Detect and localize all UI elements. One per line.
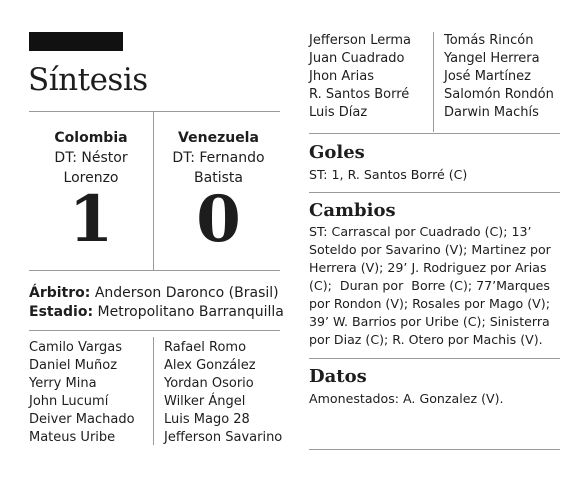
cambios-line: (C); Duran por Borre (C); 77’Marques [309, 278, 550, 293]
cambios-heading: Cambios [309, 200, 396, 221]
divider-under-match-info [29, 330, 280, 331]
team-colombia [29, 128, 153, 188]
cambios-line: por Diaz (C); R. Otero por Machis (V). [309, 332, 543, 347]
player: Mateus Uribe [29, 430, 116, 445]
player: Jefferson Savarino [164, 430, 283, 445]
section-marker-bar [29, 32, 123, 51]
player: Alex González [164, 358, 256, 373]
coach-venezuela-line1: DT: Fernando [172, 150, 265, 166]
divider-under-title [29, 111, 280, 112]
divider-right-lineups-vertical [433, 32, 434, 132]
player: Deiver Machado [29, 412, 135, 427]
divider-above-goles [309, 133, 560, 134]
player: Yordan Osorio [164, 376, 254, 391]
referee-value: Anderson Daronco (Brasil) [90, 285, 279, 301]
player: Yerry Mina [29, 376, 97, 391]
lineup-venezuela-part1 [164, 339, 282, 447]
player: John Lucumí [29, 394, 109, 409]
cambios-text [309, 223, 561, 349]
player: Darwin Machís [444, 105, 539, 120]
cambios-line: por Rondon (V); Rosales por Mago (V); [309, 296, 550, 311]
goles-heading: Goles [309, 142, 365, 163]
cambios-line: Herrera (V); 29’ J. Rodriguez por Arias [309, 260, 547, 275]
divider-above-datos [309, 358, 560, 359]
player: Rafael Romo [164, 340, 247, 355]
goles-text: ST: 1, R. Santos Borré (C) [309, 167, 468, 182]
datos-heading: Datos [309, 366, 367, 387]
player: Yangel Herrera [444, 51, 540, 66]
player: R. Santos Borré [309, 87, 410, 102]
player: José Martínez [444, 69, 531, 84]
score-venezuela: 0 [196, 182, 241, 257]
stadium-line [29, 303, 284, 322]
player: Luis Mago 28 [164, 412, 250, 427]
team-name-colombia: Colombia [54, 130, 128, 146]
cambios-line: ST: Carrascal por Cuadrado (C); 13’ [309, 224, 532, 239]
lineup-colombia-part1 [29, 339, 135, 447]
referee-label: Árbitro: [29, 285, 91, 301]
player: Camilo Vargas [29, 340, 122, 355]
divider-lineups-vertical [153, 337, 154, 445]
player: Juan Cuadrado [309, 51, 405, 66]
player: Luis Díaz [309, 105, 368, 120]
datos-text: Amonestados: A. Gonzalez (V). [309, 391, 504, 406]
coach-colombia-line2: Lorenzo [63, 170, 119, 186]
referee-line [29, 284, 279, 303]
player: Salomón Rondón [444, 87, 554, 102]
player: Wilker Ángel [164, 394, 246, 409]
lineup-venezuela-part2 [444, 32, 554, 122]
stadium-value: Metropolitano Barranquilla [93, 304, 284, 320]
coach-colombia-line1: DT: Néstor [54, 150, 128, 166]
divider-teams-vertical [153, 112, 154, 270]
player: Jhon Arias [309, 69, 374, 84]
stadium-label: Estadio: [29, 304, 94, 320]
team-name-venezuela: Venezuela [178, 130, 259, 146]
divider-above-cambios [309, 192, 560, 193]
cambios-line: 39’ W. Barrios por Uribe (C); Sinisterra [309, 314, 550, 329]
page-title: Síntesis [28, 62, 148, 98]
divider-under-score [29, 270, 280, 271]
cambios-line: Soteldo por Savarino (V); Martinez por [309, 242, 551, 257]
player: Jefferson Lerma [309, 33, 411, 48]
lineup-colombia-part2 [309, 32, 411, 122]
team-venezuela [157, 128, 280, 188]
divider-bottom [309, 449, 560, 450]
coach-venezuela-line2: Batista [194, 170, 243, 186]
player: Tomás Rincón [444, 33, 534, 48]
score-colombia: 1 [68, 182, 114, 257]
player: Daniel Muñoz [29, 358, 118, 373]
